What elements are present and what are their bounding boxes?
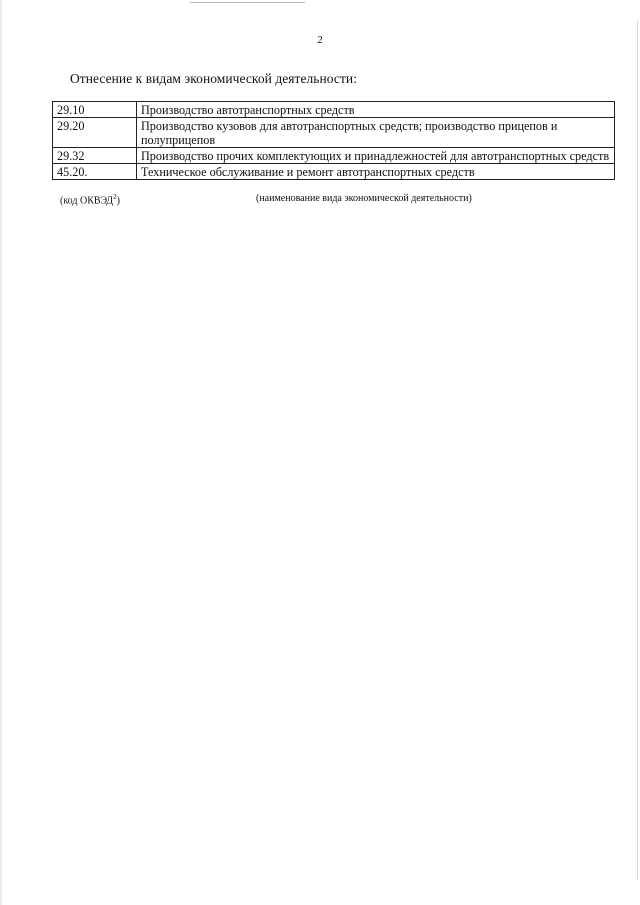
scan-edge-left	[0, 0, 2, 905]
table-row	[53, 164, 615, 180]
activity-codes-table	[52, 101, 615, 180]
activity-name-cell: Производство кузовов для автотранспортных средств; производство прицепов и полуприцепов	[137, 118, 615, 148]
okved-code-cell: 29.10	[53, 102, 137, 118]
activity-name-cell: Производство прочих комплектующих и принадлежностей для автотранспортных средств	[137, 148, 615, 164]
okved-code-cell: 29.32	[53, 148, 137, 164]
section-heading: Отнесение к видам экономической деятельности:	[70, 71, 357, 86]
scan-edge-top	[190, 2, 305, 3]
activity-name-cell: Техническое обслуживание и ремонт автотранспортных средств	[137, 164, 615, 180]
okved-code-caption-close: )	[116, 195, 120, 207]
table-row	[53, 102, 615, 118]
okved-code-caption-text: (код ОКВЭД	[60, 195, 114, 207]
activity-name-caption: (наименование вида экономической деятельности)	[256, 193, 472, 204]
footnote-marker: 2	[113, 193, 117, 201]
page-number: 2	[317, 34, 323, 46]
activity-name-cell: Производство автотранспортных средств	[137, 102, 615, 118]
okved-code-cell: 29.20	[53, 118, 137, 148]
okved-code-caption	[60, 193, 120, 206]
table-captions	[0, 193, 640, 207]
table-row	[53, 148, 615, 164]
table-row	[53, 118, 615, 148]
okved-code-cell: 45.20.	[53, 164, 137, 180]
scan-edge-right	[637, 20, 638, 880]
